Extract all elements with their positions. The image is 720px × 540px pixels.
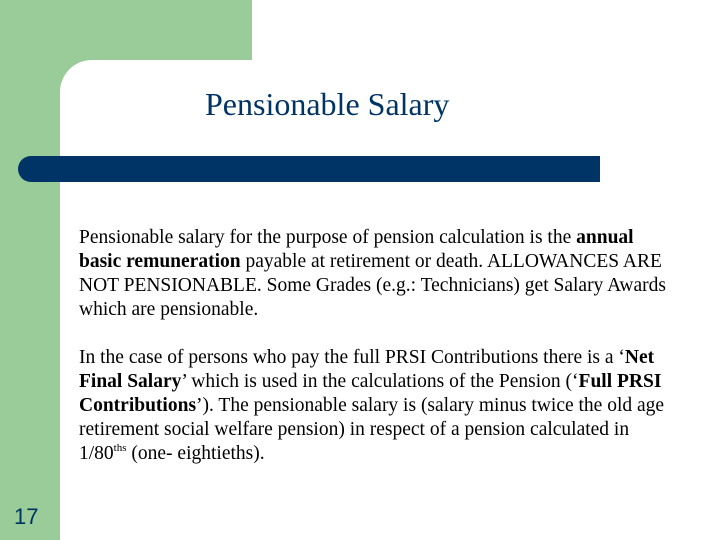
emphasis-text: annual basic remuneration xyxy=(79,227,634,272)
paragraph-text: payable at retirement or death. ALLOWANCES ARE NOT PENSIONABLE. Some Grades (e.g.: Technicians) get Salary Awards which are pensionable. xyxy=(79,251,666,320)
paragraph-text: In the case of persons who pay the full PRSI Contributions there is a ‘ xyxy=(79,347,625,368)
emphasis-text: Full PRSI Contributions xyxy=(79,371,662,416)
paragraph-text: ’ which is used in the calculations of the Pension (‘ xyxy=(181,371,579,392)
paragraph-definition xyxy=(79,226,679,322)
paragraph-text: (one- eightieths). xyxy=(126,443,265,464)
slide-title: Pensionable Salary xyxy=(205,86,450,122)
paragraph-text: Pensionable salary for the purpose of pension calculation is the xyxy=(79,227,577,248)
slide-body xyxy=(79,226,679,466)
paragraph-net-final-salary xyxy=(79,346,679,466)
emphasis-text: Net Final Salary xyxy=(79,347,655,392)
paragraph-text: ’). The pensionable salary is (salary minus twice the old age retirement social welfare pension) in respect of a pension calculated in 1/80 xyxy=(79,395,665,464)
superscript-text: ths xyxy=(113,442,127,454)
title-underline-bar xyxy=(18,156,600,182)
slide-number: 17 xyxy=(14,504,39,529)
decorative-green-strip xyxy=(0,0,60,540)
